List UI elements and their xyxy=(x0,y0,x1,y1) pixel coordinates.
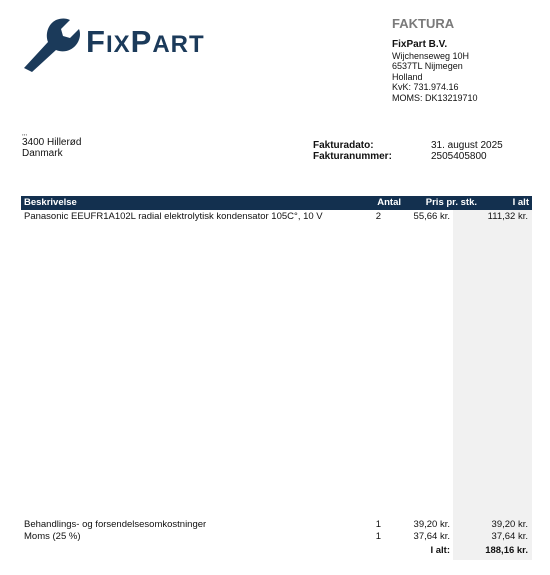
shipping-total: 39,20 kr. xyxy=(491,519,528,530)
brand-part: PART xyxy=(130,24,205,59)
company-moms: MOMS: DK13219710 xyxy=(392,92,478,103)
item-description: Panasonic EEUFR1A102L radial elektrolytisk kondensator 105C°, 10 V xyxy=(24,211,323,222)
company-street: Wijchenseweg 10H xyxy=(392,50,470,61)
shipping-quantity: 1 xyxy=(375,519,381,530)
total-column-background xyxy=(453,210,532,560)
vat-quantity: 1 xyxy=(375,531,381,542)
customer-city: 3400 Hillerød xyxy=(22,137,82,148)
header-quantity: Antal xyxy=(377,197,401,208)
company-kvk: KvK: 731.974.16 xyxy=(392,82,459,93)
invoice-number-label: Fakturanummer: xyxy=(313,151,392,162)
company-country: Holland xyxy=(392,71,423,82)
brand-logo xyxy=(86,26,205,57)
company-city: 6537TL Nijmegen xyxy=(392,61,463,72)
shipping-description: Behandlings- og forsendelsesomkostninger xyxy=(24,519,207,530)
header-description: Beskrivelse xyxy=(24,197,77,208)
customer-mark: ,,, xyxy=(22,131,28,137)
brand-fix: FIX xyxy=(86,24,131,59)
grand-total-label: I alt: xyxy=(430,545,450,556)
customer-country: Danmark xyxy=(22,148,63,159)
item-unit-price: 55,66 kr. xyxy=(413,211,450,222)
grand-total-value: 188,16 kr. xyxy=(485,545,528,556)
customer-address xyxy=(22,131,81,159)
invoice-date-value: 31. august 2025 xyxy=(431,140,503,151)
invoice-number-value: 2505405800 xyxy=(431,151,487,162)
header-total: I alt xyxy=(512,197,529,208)
vat-unit-price: 37,64 kr. xyxy=(413,531,450,542)
company-address xyxy=(392,40,478,104)
document-title: FAKTURA xyxy=(392,16,455,31)
shipping-unit-price: 39,20 kr. xyxy=(413,519,450,530)
vat-description: Moms (25 %) xyxy=(24,531,81,542)
company-name: FixPart B.V. xyxy=(392,39,448,50)
wrench-logo-icon xyxy=(18,12,82,72)
invoice-date-label: Fakturadato: xyxy=(313,140,374,151)
table-header xyxy=(21,196,532,210)
header-unit-price: Pris pr. stk. xyxy=(425,197,477,208)
item-quantity: 2 xyxy=(375,211,381,222)
vat-total: 37,64 kr. xyxy=(491,531,528,542)
item-total: 111,32 kr. xyxy=(487,211,528,222)
